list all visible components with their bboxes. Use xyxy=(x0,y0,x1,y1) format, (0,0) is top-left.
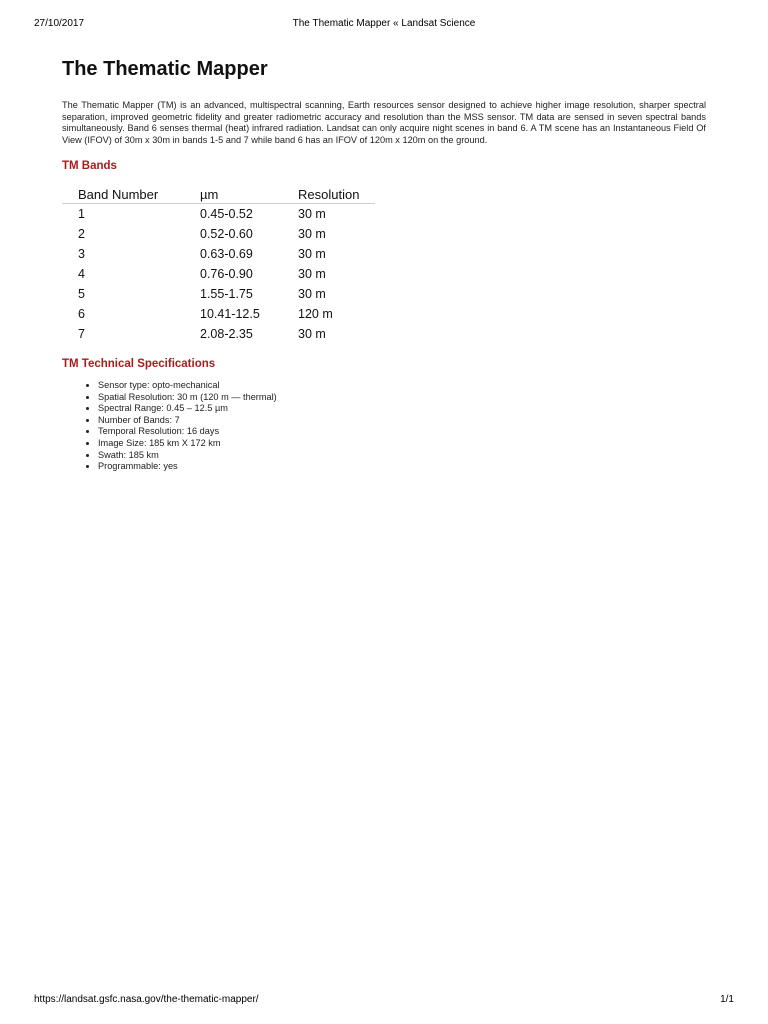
resolution-cell: 30 m xyxy=(298,327,326,341)
wavelength-cell: 0.63-0.69 xyxy=(200,247,253,261)
band-number-cell: 6 xyxy=(78,307,85,321)
print-header xyxy=(34,17,734,31)
page-content xyxy=(62,56,706,473)
band-number-cell: 3 xyxy=(78,247,85,261)
list-item: • Spatial Resolution: 30 m (120 m — thermal) xyxy=(98,392,706,404)
band-number-cell: 4 xyxy=(78,267,85,281)
table-row xyxy=(62,224,375,244)
page-title: The Thematic Mapper xyxy=(62,58,268,80)
table-row xyxy=(62,204,375,225)
table-row xyxy=(62,324,375,344)
resolution-cell: 30 m xyxy=(298,247,326,261)
table-header-row xyxy=(62,184,375,204)
table-row xyxy=(62,244,375,264)
list-item: • Programmable: yes xyxy=(98,461,706,473)
tm-bands-heading: TM Bands xyxy=(62,160,117,172)
print-date: 27/10/2017 xyxy=(34,18,85,29)
table-row xyxy=(62,304,375,324)
column-header-resolution: Resolution xyxy=(282,184,375,204)
source-url: https://landsat.gsfc.nasa.gov/the-thematic-mapper/ xyxy=(34,994,259,1005)
list-item: • Sensor type: opto-mechanical xyxy=(98,380,706,392)
wavelength-cell: 10.41-12.5 xyxy=(200,307,260,321)
band-number-cell: 2 xyxy=(78,227,85,241)
band-number-cell: 7 xyxy=(78,327,85,341)
table-row xyxy=(62,264,375,284)
resolution-cell: 120 m xyxy=(298,307,333,321)
wavelength-cell: 0.76-0.90 xyxy=(200,267,253,281)
intro-paragraph: The Thematic Mapper (TM) is an advanced, multispectral scanning, Earth resources sensor designed to achieve higher image resolution, sharper spectral separation, improved geometric fidelity and greater radiometric accuracy and resolution than the MSS sensor. TM data are sensed in seven spectral bands simultaneously. Band 6 senses thermal (heat) infrared radiation. Landsat can only acquire night scenes in band 6. A TM scene has an Instantaneous Field Of View (IFOV) of 30m x 30m in bands 1-5 and 7 while band 6 has an IFOV of 120m x 120m on the ground. xyxy=(62,100,706,145)
print-document-title: The Thematic Mapper « Landsat Science xyxy=(292,18,476,29)
column-header-wavelength: µm xyxy=(184,184,282,204)
list-item: • Image Size: 185 km X 172 km xyxy=(98,438,706,450)
list-item: • Temporal Resolution: 16 days xyxy=(98,426,706,438)
wavelength-cell: 0.45-0.52 xyxy=(200,207,253,221)
table-row xyxy=(62,284,375,304)
list-item: • Number of Bands: 7 xyxy=(98,415,706,427)
resolution-cell: 30 m xyxy=(298,287,326,301)
column-header-band-number: Band Number xyxy=(62,184,184,204)
wavelength-cell: 0.52-0.60 xyxy=(200,227,253,241)
band-number-cell: 5 xyxy=(78,287,85,301)
wavelength-cell: 2.08-2.35 xyxy=(200,327,253,341)
resolution-cell: 30 m xyxy=(298,227,326,241)
tm-specifications-heading: TM Technical Specifications xyxy=(62,358,216,370)
wavelength-cell: 1.55-1.75 xyxy=(200,287,253,301)
specifications-list xyxy=(62,380,706,473)
print-footer xyxy=(34,993,734,1007)
list-item: • Spectral Range: 0.45 – 12.5 µm xyxy=(98,403,706,415)
band-number-cell: 1 xyxy=(78,207,85,221)
tm-bands-table xyxy=(62,184,375,344)
resolution-cell: 30 m xyxy=(298,207,326,221)
page-number: 1/1 xyxy=(720,994,734,1005)
list-item: • Swath: 185 km xyxy=(98,450,706,462)
resolution-cell: 30 m xyxy=(298,267,326,281)
